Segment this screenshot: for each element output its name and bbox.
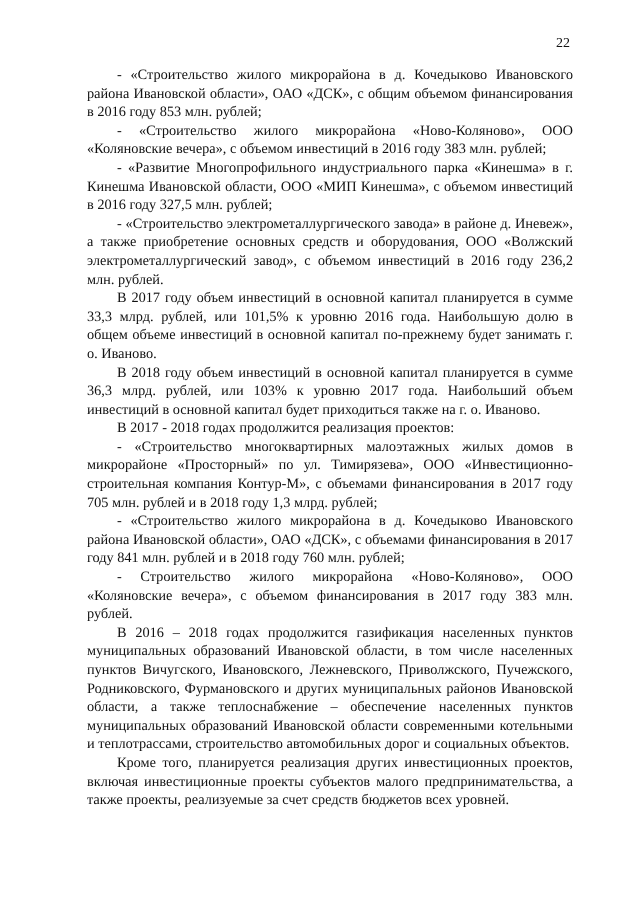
paragraph: В 2018 году объем инвестиций в основной капитал планируется в сумме 36,3 млрд. рублей, или 103% к уровню 2017 года. Наибольший объем инвестиций в основной капитал будет приходиться также на г. о. Иваново. (87, 364, 573, 418)
paragraph: - «Строительство жилого микрорайона в д. Кочедыково Ивановского района Ивановской области», ОАО «ДСК», с общим объемом финансирования в 2016 году 853 млн. рублей; (87, 67, 573, 121)
document-body (87, 66, 573, 810)
paragraph: - «Развитие Многопрофильного индустриального парка «Кинешма» в г. Кинешма Ивановской области, ООО «МИП Кинешма», с объемом инвестиций в 2016 году 327,5 млн. рублей; (87, 159, 573, 214)
paragraph: - «Строительство жилого микрорайона «Ново-Коляново», ООО «Коляновские вечера», с объемом инвестиций в 2016 году 383 млн. рублей; (87, 122, 573, 158)
paragraph: - Строительство жилого микрорайона «Ново-Коляново», ООО «Коляновские вечера», с объемом финансирования в 2017 году 383 млн. рублей. (87, 569, 573, 623)
paragraph: Кроме того, планируется реализация других инвестиционных проектов, включая инвестиционные проекты субъектов малого предпринимательства, а также проекты, реализуемые за счет средств бюджетов всех уровней. (87, 754, 573, 809)
paragraph: - «Строительство электрометаллургического завода» в районе д. Иневеж», а также приобретение основных средств и оборудования, ООО «Волжский электрометаллургический завод», с объемом инвестиций в 2016 году 236,2 млн. рублей. (87, 215, 573, 288)
paragraph: - «Строительство жилого микрорайона в д. Кочедыково Ивановского района Ивановской области», ОАО «ДСК», с объемами финансирования в 2017 году 841 млн. рублей и в 2018 году 760 млн. рублей; (87, 513, 573, 567)
paragraph: В 2016 – 2018 годах продолжится газификация населенных пунктов муниципальных образований Ивановской области, в том числе населенных пунктов Вичугского, Ивановского, Лежневского, Приволжского, Пучежского, Родниковского, Фурмановского и других муниципальных районов Ивановской области, а также теплоснабжение – обеспечение населенных пунктов муниципальных образований Ивановской области современными котельными и теплотрассами, строительство автомобильных дорог и социальных объектов. (87, 624, 573, 753)
paragraph: В 2017 - 2018 годах продолжится реализация проектов: (117, 420, 455, 437)
page-number: 22 (556, 36, 570, 51)
paragraph: - «Строительство многоквартирных малоэтажных жилых домов в микрорайоне «Просторный» по ул. Тимирязева», ООО «Инвестиционно-строительная компания Контур-М», с объемами финансирования в 2017 году 705 млн. рублей и в 2018 году 1,3 млрд. рублей; (87, 438, 573, 511)
paragraph: В 2017 году объем инвестиций в основной капитал планируется в сумме 33,3 млрд. рублей, или 101,5% к уровню 2016 года. Наибольшую долю в общем объеме инвестиций в основной капитал по-прежнему будет занимать г. о. Иваново. (87, 290, 573, 362)
